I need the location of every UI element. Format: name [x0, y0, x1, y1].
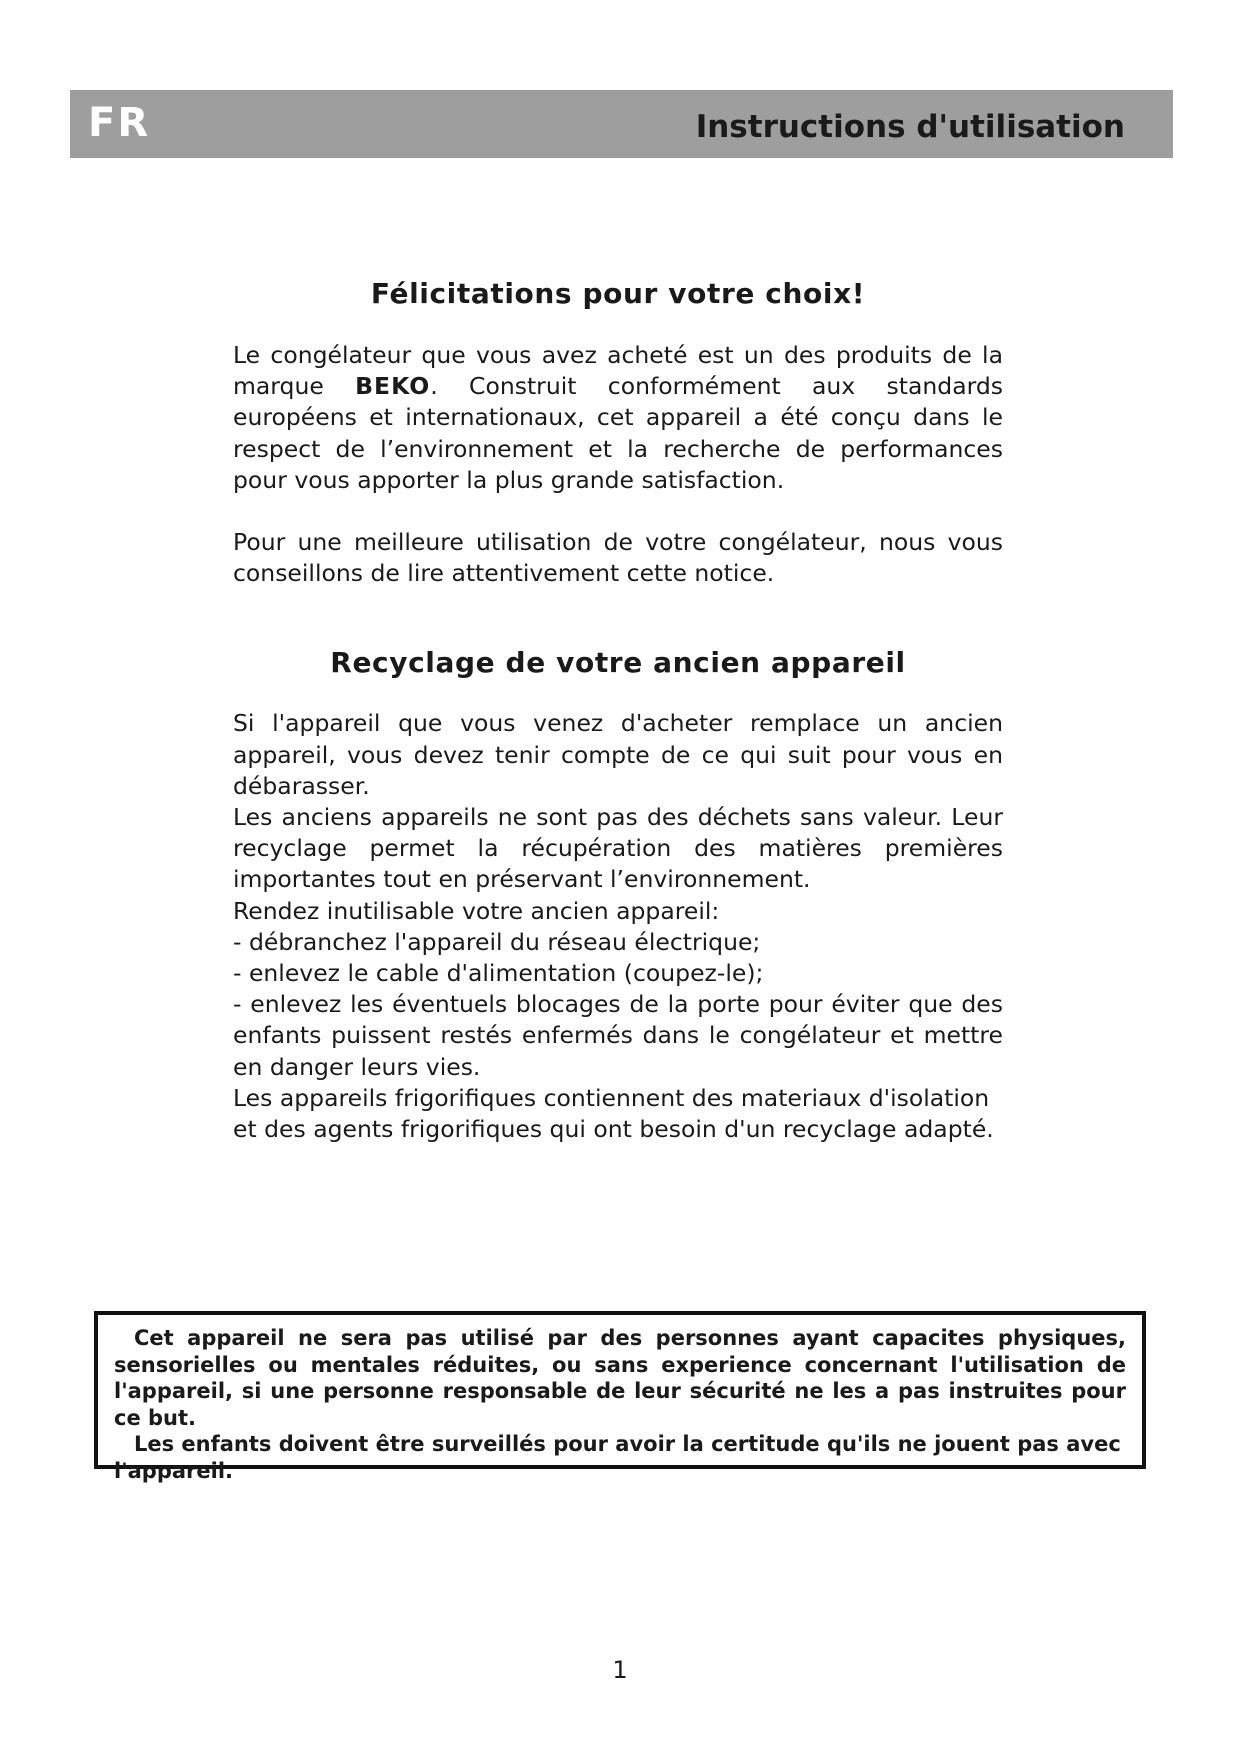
warning-paragraph-children: Les enfants doivent être surveillés pour avoir la certitude qu'ils ne jouent pas avec l'appareil. [114, 1432, 1121, 1483]
intro-text-end: . Construit conformément aux standards européens et internationaux, cet appareil a été conçu dans le respect de l’environnement et la recherche de performances pour vous apporter la plus grande satisfaction. [233, 372, 1004, 494]
main-content [233, 276, 1003, 1145]
intro-text-start: Le congélateur que vous avez acheté est un des produits de la marque [233, 341, 1003, 401]
header-bar [70, 90, 1173, 158]
page-number: 1 [612, 1656, 628, 1684]
warning-paragraph-capacities: Cet appareil ne sera pas utilisé par des personnes ayant capacites physiques, sensorielles ou mentales réduites, ou sans experience concernant l'utilisation de l'appareil, si une personne responsable de leur sécurité ne les a pas instruites pour ce but. [114, 1326, 1126, 1430]
recycling-step: - débranchez l'appareil du réseau électrique; [233, 927, 761, 956]
section-heading-recycling: Recyclage de votre ancien appareil [330, 646, 906, 680]
header-title: Instructions d'utilisation [695, 109, 1125, 145]
recycling-intro: Si l'appareil que vous venez d'acheter remplace un ancien appareil, vous devez tenir compte de ce qui suit pour vous en débarasser. [233, 709, 1003, 800]
language-code: FR [88, 100, 151, 146]
brand-name: BEKO [355, 372, 431, 401]
intro-paragraph [233, 340, 1003, 496]
recycling-step: - enlevez les éventuels blocages de la porte pour éviter que des enfants puissent restés enfermés dans le congélateur et mettre en danger leurs vies. [233, 990, 1003, 1081]
recycling-value: Les anciens appareils ne sont pas des déchets sans valeur. Leur recyclage permet la récupération des matières premières importantes tout en préservant l’environnement. [233, 803, 1003, 894]
recycling-instruction: Rendez inutilisable votre ancien appareil: [233, 896, 720, 925]
section-heading-congratulations: Félicitations pour votre choix! [370, 277, 866, 310]
advice-paragraph: Pour une meilleure utilisation de votre congélateur, nous vous conseillons de lire attentivement cette notice. [233, 528, 1003, 588]
safety-warning-box [94, 1311, 1146, 1483]
recycling-closing: Les appareils frigorifiques contiennent des materiaux d'isolation et des agents frigorifiques qui ont besoin d'un recyclage adapté. [233, 1083, 994, 1144]
recycling-step: - enlevez le cable d'alimentation (coupez-le); [233, 959, 764, 988]
